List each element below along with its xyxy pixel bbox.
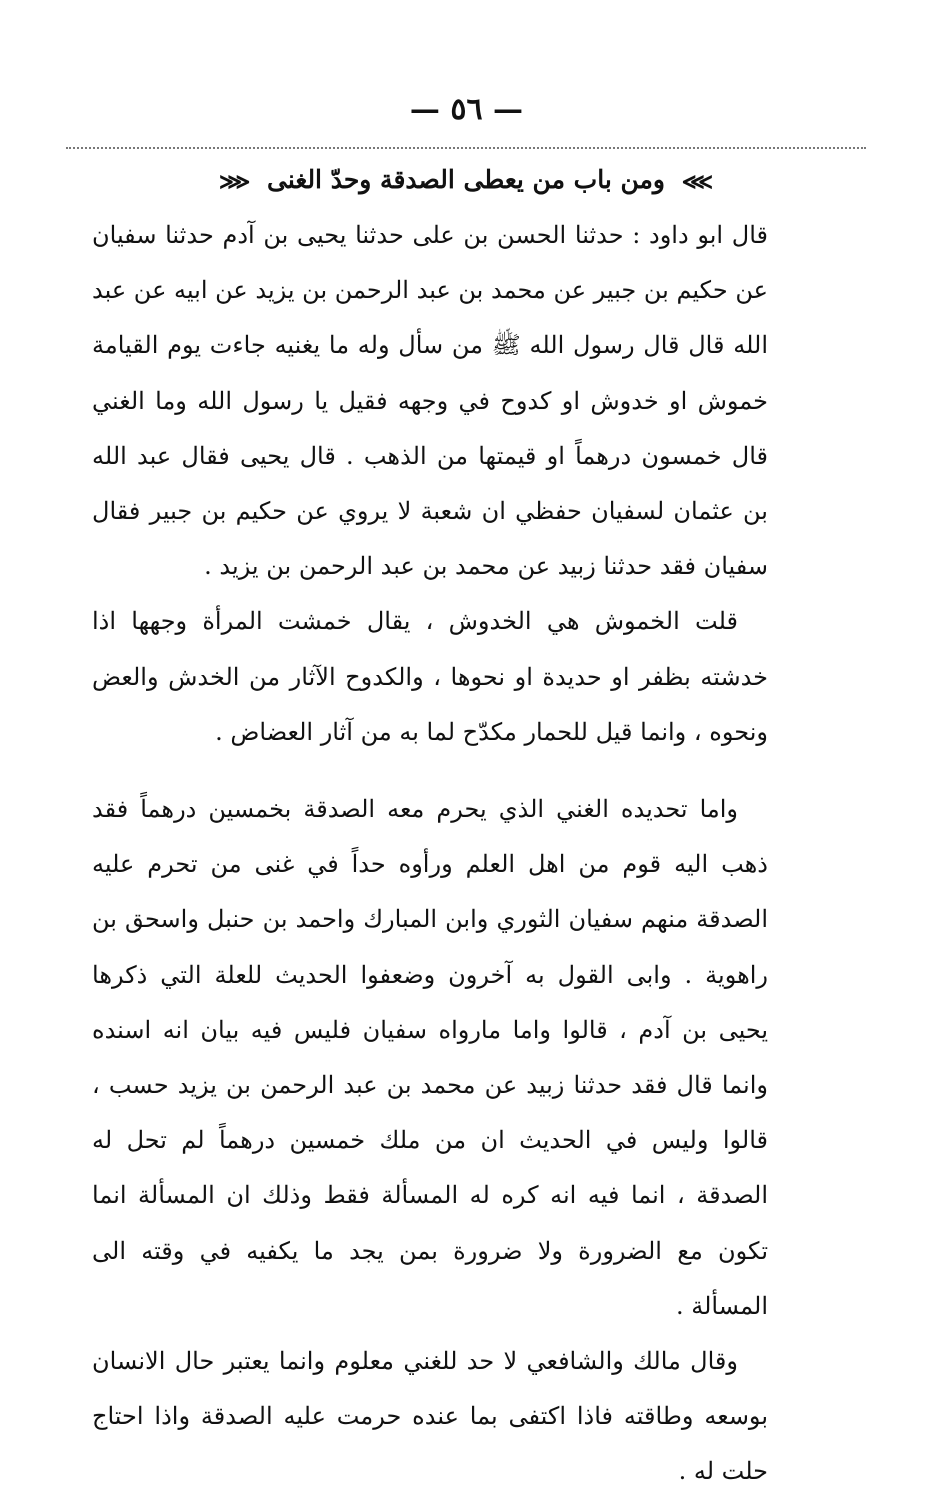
paragraph-commentary-text: واما تحديده الغني الذي يحرم معه الصدقة بخمسين درهماً فقد ذهب اليه قوم من اهل العلم ورأوه حداً في غنى من تحرم عليه الصدقة منهم سفيان الثوري وابن المبارك واحمد بن حنبل واسحق بن راهوية . وابى القول به آخرون وضعفوا الحديث للعلة التي ذكرها يحيى بن آدم ، قالوا واما مارواه سفيان فليس فيه بيان انه اسنده وانما قال فقد حدثنا زبيد عن محمد بن عبد الرحمن بن يزيد حسب ، قالوا وليس في الحديث ان من ملك خمسين درهماً لم تحل له الصدقة ، انما فيه انه كره له المسألة فقط وذلك ان المسألة انما تكون مع الضرورة ولا ضرورة بمن يجد ما يكفيه في وقته الى المسألة .: [92, 795, 768, 1320]
paragraph-explanation-text: قلت الخموش هي الخدوش ، يقال خمشت المرأة وجهها اذا خدشته بظفر او حديدة او نحوها ، والكدوح الآثار من الخدش والعض ونحوه ، وانما قيل للحمار مكدّح لما به من آثار العضاض .: [92, 607, 768, 746]
ornament-left-icon: ⋘: [218, 168, 251, 195]
paragraph-commentary: [92, 782, 768, 1334]
paragraph-opinion-text: وقال مالك والشافعي لا حد للغني معلوم وانما يعتبر حال الانسان بوسعه وطاقته فاذا اكتفى بما عنده حرمت عليه الصدقة واذا احتاج حلت له .: [92, 1347, 768, 1486]
chapter-heading-text: ومن باب من يعطى الصدقة وحدّ الغنى: [267, 165, 665, 194]
paragraph-explanation: [92, 594, 768, 760]
paragraph-opinion: [92, 1334, 768, 1500]
paragraph-gap: [92, 760, 768, 782]
header-divider: [66, 147, 866, 149]
chapter-heading: [96, 158, 836, 204]
paragraph-hadith: قال ابو داود : حدثنا الحسن بن على حدثنا يحيى بن آدم حدثنا سفيان عن حكيم بن جبير عن محمد بن عبد الرحمن بن يزيد عن ابيه عن عبد الله قال قال رسول الله ﷺ من سأل وله ما يغنيه جاءت يوم القيامة خموش او خدوش او كدوح في وجهه فقيل يا رسول الله وما الغني قال خمسون درهماً او قيمتها من الذهب . قال يحيى فقال عبد الله بن عثمان لسفيان حفظي ان شعبة لا يروي عن حكيم بن جبير فقال سفيان فقد حدثنا زبيد عن محمد بن عبد الرحمن بن يزيد .: [92, 221, 768, 581]
body-text: [92, 208, 768, 1500]
page-number: — ٥٦ —: [409, 92, 524, 127]
ornament-right-icon: ⋙: [681, 168, 714, 195]
